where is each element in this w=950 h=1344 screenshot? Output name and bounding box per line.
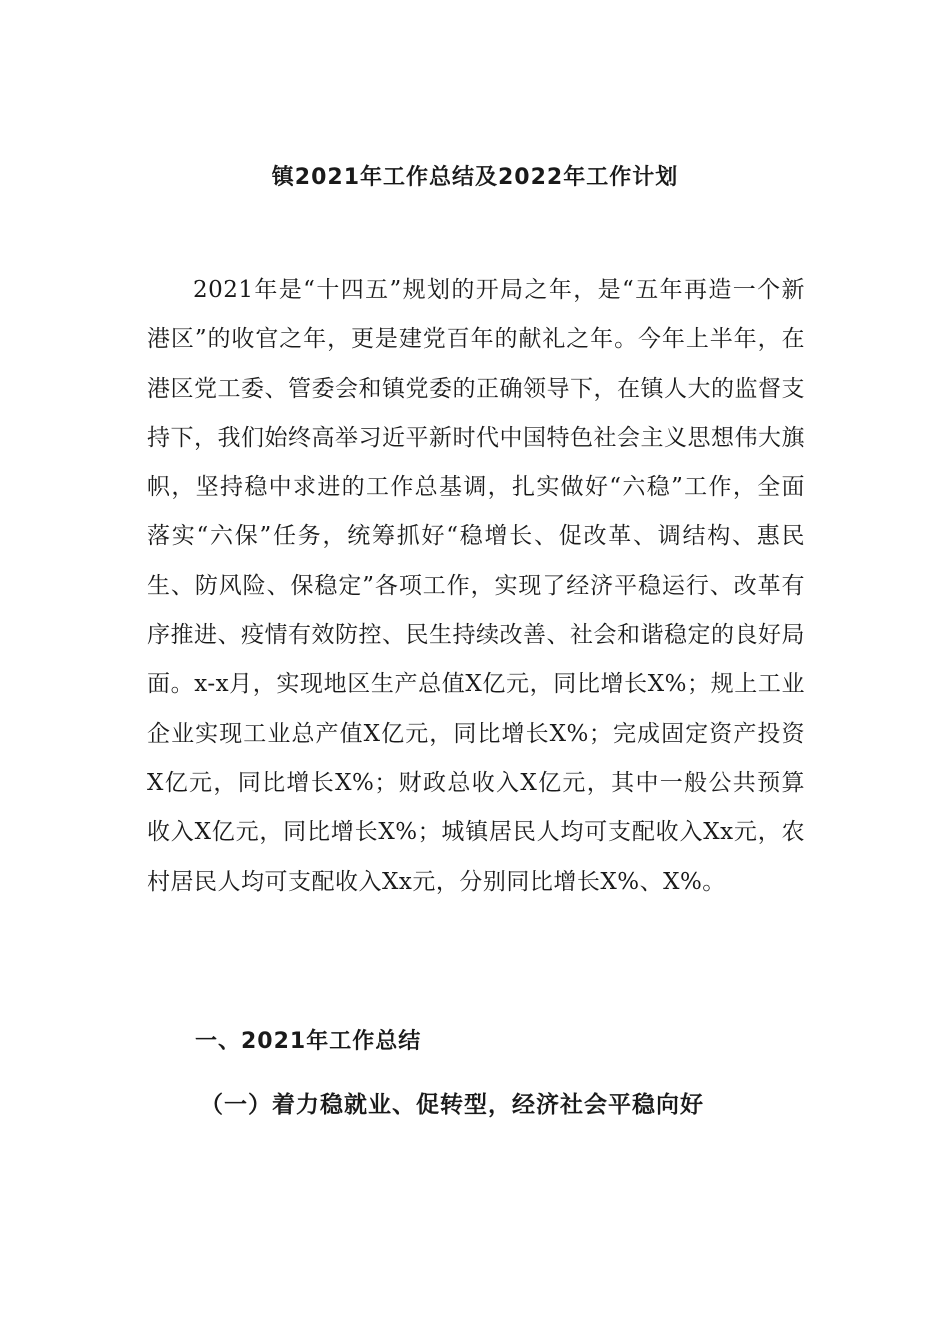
- intro-paragraph: 2021年是“十四五”规划的开局之年，是“五年再造一个新港区”的收官之年，更是建党百年的献礼之年。今年上半年，在港区党工委、管委会和镇党委的正确领导下，在镇人大的监督支持下，我们始终高举习近平新时代中国特色社会主义思想伟大旗帜，坚持稳中求进的工作总基调，扎实做好“六稳”工作，全面落实“六保”任务，统筹抓好“稳增长、促改革、调结构、惠民生、防风险、保稳定”各项工作，实现了经济平稳运行、改革有序推进、疫情有效防控、民生持续改善、社会和谐稳定的良好局面。x-x月，实现地区生产总值X亿元，同比增长X%；规上工业企业实现工业总产值X亿元，同比增长X%；完成固定资产投资X亿元，同比增长X%；财政总收入X亿元，其中一般公共预算收入X亿元，同比增长X%；城镇居民人均可支配收入Xx元，农村居民人均可支配收入Xx元，分别同比增长X%、X%。: [147, 277, 805, 895]
- document-title: 镇2021年工作总结及2022年工作计划: [271, 165, 679, 190]
- subsection-heading: （一）着力稳就业、促转型，经济社会平稳向好: [200, 1091, 704, 1118]
- section-heading: 一、2021年工作总结: [195, 1029, 422, 1054]
